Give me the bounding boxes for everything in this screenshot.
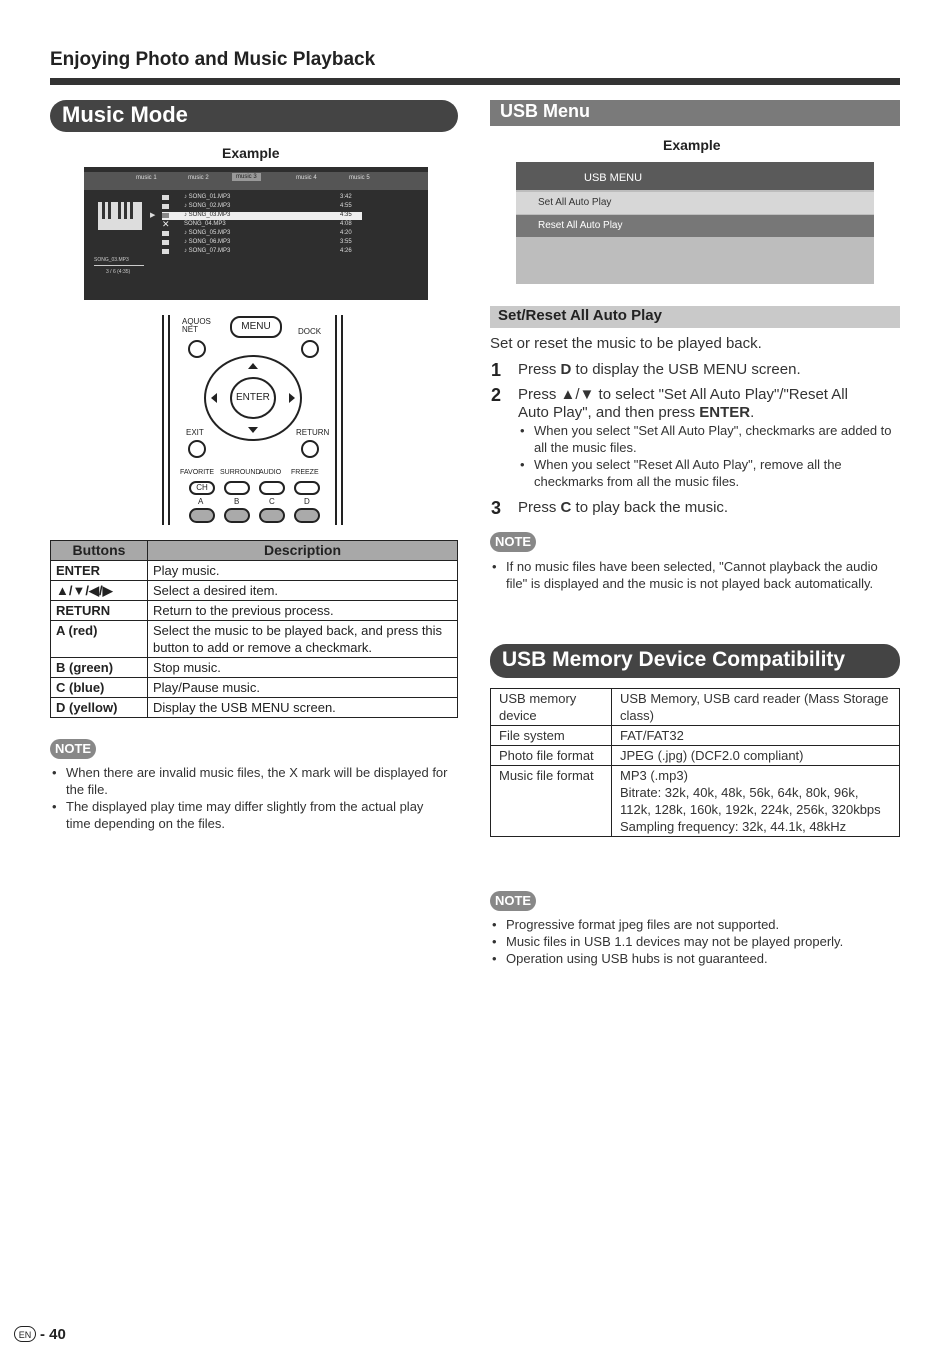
audio-label: AUDIO <box>259 469 282 476</box>
compat-notes-list <box>490 916 900 967</box>
music-folder-tabs <box>84 172 428 190</box>
list-item: • Music files in USB 1.1 devices may not be played properly. <box>490 933 900 950</box>
note-badge: NOTE <box>490 891 536 911</box>
list-item: • When you select "Set All Auto Play", checkmarks are added to all the music files. <box>518 422 898 456</box>
set-reset-subheading: Set/Reset All Auto Play <box>490 306 900 328</box>
table-header-row <box>51 541 458 561</box>
usb-menu-screen-example <box>516 162 874 284</box>
song-row: ♪ SONG_05.MP3 4:20 <box>162 230 362 238</box>
song-row: ✕ SONG_04.MP3 4:08 <box>162 219 352 229</box>
usb-notes-list <box>490 558 900 592</box>
aquos-net-label: AQUOS NET <box>182 317 211 334</box>
list-item: • When you select "Reset All Auto Play", remove all the checkmarks from all the music files. <box>518 456 898 490</box>
folder-tab: music 2 <box>188 175 209 181</box>
usb-example-label: Example <box>663 137 721 153</box>
table-row: Music file format MP3 (.mp3) Bitrate: 32k, 40k, 48k, 56k, 64k, 80k, 96k, 112k, 128k, 160k, 192k, 224k, 256k, 320kbps Sampling frequency: 32k, 44.1k, 48kHz <box>491 766 900 837</box>
step-number: 1 <box>491 360 502 380</box>
table-header: Buttons <box>51 541 148 561</box>
step-text: Press D to display the USB MENU screen. <box>518 361 801 378</box>
song-row: ♪ SONG_06.MP3 3:55 <box>162 239 362 247</box>
menu-button[interactable]: MENU <box>230 316 282 338</box>
check-icon <box>162 195 169 200</box>
return-label: RETURN <box>296 428 330 437</box>
menu-item-reset-all-auto-play: Reset All Auto Play <box>516 215 874 237</box>
b-label: B <box>234 497 240 506</box>
table-row: USB memory device USB Memory, USB card reader (Mass Storage class) <box>491 689 900 726</box>
page-number: - 40 <box>40 1326 66 1343</box>
current-song-name: SONG_03.MP3 <box>94 257 129 263</box>
enter-button[interactable]: ENTER <box>236 392 270 403</box>
folder-tab: music 4 <box>296 175 317 181</box>
a-label: A <box>198 497 204 506</box>
music-example-label: Example <box>222 145 280 161</box>
compat-heading: USB Memory Device Compatibility <box>490 644 900 678</box>
remote-edge <box>168 315 170 525</box>
table-row: D (yellow) Display the USB MENU screen. <box>51 698 458 718</box>
usb-menu-title: USB MENU <box>516 162 874 190</box>
header-rule <box>50 78 900 85</box>
step-text: Press C to play back the music. <box>518 499 729 516</box>
dock-button[interactable] <box>301 340 319 358</box>
d-label: D <box>304 497 310 506</box>
step-number: 3 <box>491 498 502 518</box>
note-badge: NOTE <box>50 739 96 759</box>
buttons-table <box>50 540 458 718</box>
remote-edge <box>335 315 337 525</box>
remote-edge <box>162 315 164 525</box>
piano-icon <box>98 202 142 230</box>
music-notes-list <box>50 764 450 832</box>
return-button[interactable] <box>301 440 319 458</box>
step-text: Press ▲/▼ to select "Set All Auto Play"/"Reset All <box>518 386 848 403</box>
song-row: ♪ SONG_01.MP3 3:42 <box>162 194 362 202</box>
table-row: RETURN Return to the previous process. <box>51 601 458 621</box>
check-icon <box>162 204 169 209</box>
song-row-selected: ▶ ♪ SONG_03.MP3 4:35 <box>162 212 362 220</box>
table-row: Photo file format JPEG (.jpg) (DCF2.0 compliant) <box>491 746 900 766</box>
folder-tab: music 1 <box>136 175 157 181</box>
list-item: • The displayed play time may differ slightly from the actual play time depending on the files. <box>50 798 450 832</box>
page-section-title: Enjoying Photo and Music Playback <box>50 49 376 70</box>
music-mode-heading: Music Mode <box>50 100 458 132</box>
song-row: ♪ SONG_02.MP3 4:55 <box>162 203 362 211</box>
table-row: ▲/▼/◀/▶ Select a desired item. <box>51 581 458 601</box>
check-icon <box>162 240 169 245</box>
dock-label: DOCK <box>298 327 322 336</box>
list-item: • When there are invalid music files, the X mark will be displayed for the file. <box>50 764 450 798</box>
freeze-button[interactable] <box>294 481 320 495</box>
usb-menu-heading: USB Menu <box>490 100 900 126</box>
audio-button[interactable] <box>259 481 285 495</box>
language-badge: EN <box>14 1326 36 1342</box>
step-text: Auto Play", and then press ENTER. <box>518 404 755 421</box>
menu-item-set-all-auto-play: Set All Auto Play <box>516 192 874 214</box>
usb-intro: Set or reset the music to be played back. <box>490 335 762 352</box>
table-row: C (blue) Play/Pause music. <box>51 678 458 698</box>
list-item: • Progressive format jpeg files are not supported. <box>490 916 900 933</box>
d-button[interactable] <box>294 508 320 523</box>
table-row: B (green) Stop music. <box>51 658 458 678</box>
step2-sublist <box>518 422 898 490</box>
exit-button[interactable] <box>188 440 206 458</box>
check-icon <box>162 213 169 218</box>
play-cursor-icon: ▶ <box>150 212 156 219</box>
compat-table <box>490 688 900 837</box>
step-number: 2 <box>491 385 502 405</box>
folder-tab-selected: music 3 <box>232 173 261 181</box>
check-icon <box>162 249 169 254</box>
table-row: File system FAT/FAT32 <box>491 726 900 746</box>
progress-line <box>94 265 144 266</box>
note-badge: NOTE <box>490 532 536 552</box>
a-button[interactable] <box>189 508 215 523</box>
table-row: ENTER Play music. <box>51 561 458 581</box>
surround-button[interactable] <box>224 481 250 495</box>
c-button[interactable] <box>259 508 285 523</box>
exit-label: EXIT <box>186 428 204 437</box>
list-item: • If no music files have been selected, "Cannot playback the audio file" is displayed and the music is not played back automatically. <box>490 558 900 592</box>
song-row: ♪ SONG_07.MP3 4:26 <box>162 248 362 256</box>
table-header: Description <box>148 541 458 561</box>
remote-edge <box>341 315 343 525</box>
folder-tab: music 5 <box>349 175 370 181</box>
music-screen-example <box>84 167 428 300</box>
check-icon <box>162 231 169 236</box>
list-item: • Operation using USB hubs is not guaranteed. <box>490 950 900 967</box>
x-mark-icon: ✕ <box>162 219 170 229</box>
ch-button[interactable]: CH <box>189 481 215 495</box>
surround-label: SURROUND <box>220 469 261 476</box>
c-label: C <box>269 497 275 506</box>
freeze-label: FREEZE <box>291 469 319 476</box>
b-button[interactable] <box>224 508 250 523</box>
current-song-info: 3 / 6 (4:35) <box>106 269 131 275</box>
table-row: A (red) Select the music to be played back, and press this button to add or remove a checkmark. <box>51 621 458 658</box>
favorite-label: FAVORITE <box>180 469 215 476</box>
